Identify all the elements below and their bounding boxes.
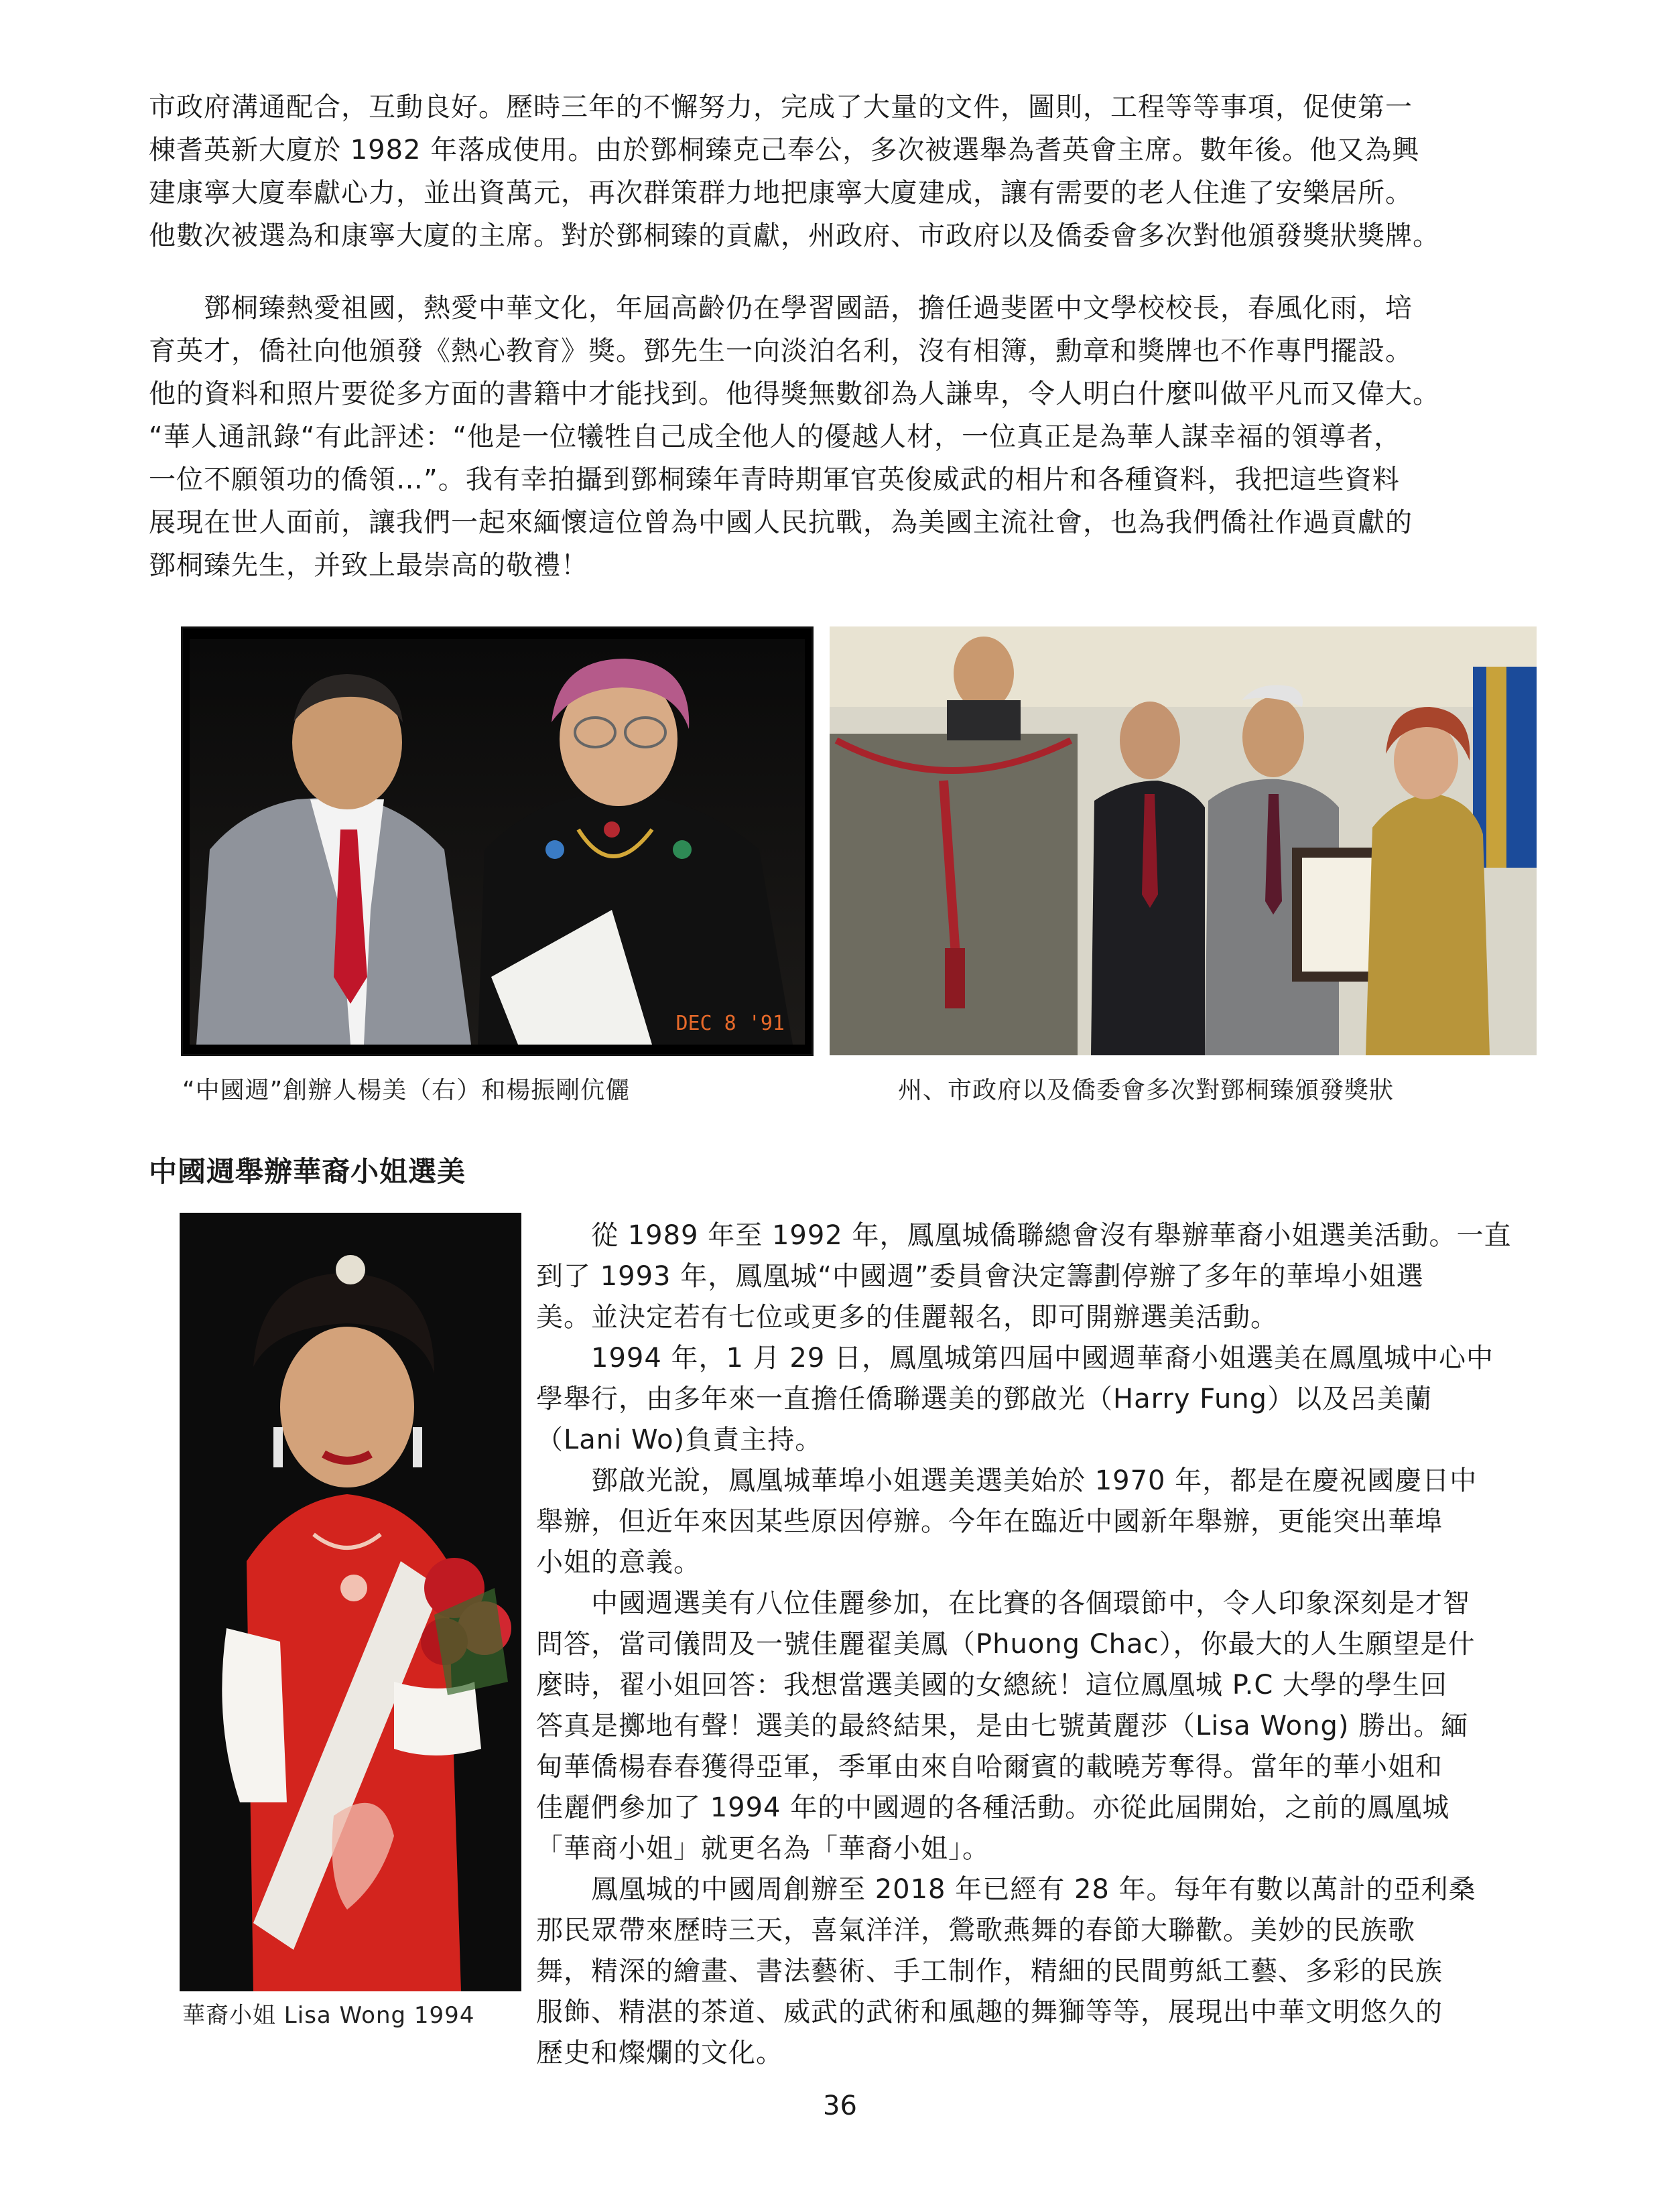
page-number: 36 xyxy=(823,2090,857,2121)
photo-miss-chinese-image xyxy=(180,1213,521,1991)
text-line: 那民眾帶來歷時三天，喜氣洋洋，鶯歌燕舞的春節大聯歡。美妙的民族歌 xyxy=(536,1915,1415,1946)
photo-award-ceremony-caption: 州、市政府以及僑委會多次對鄧桐臻頒發獎狀 xyxy=(898,1077,1395,1104)
text-line: 從 1989 年至 1992 年，鳳凰城僑聯總會沒有舉辦華裔小姐選美活動。一直 xyxy=(536,1220,1512,1251)
text-line: 美。並決定若有七位或更多的佳麗報名，即可開辦選美活動。 xyxy=(536,1302,1278,1333)
text-line: 鄧桐臻先生，并致上最崇高的敬禮！ xyxy=(149,550,588,581)
photo-award-ceremony xyxy=(830,626,1537,1055)
text-line: 小姐的意義。 xyxy=(536,1547,701,1578)
text-line: 展現在世人面前，讓我們一起來緬懷這位曾為中國人民抗戰，為美國主流社會，也為我們僑社作過貢獻的 xyxy=(149,507,1413,538)
text-line: 麼時，翟小姐回答：我想當選美國的女總統！這位鳳凰城 P.C 大學的學生回 xyxy=(536,1670,1447,1701)
text-line: 鄧桐臻熱愛祖國，熱愛中華文化，年屆高齡仍在學習國語，擔任過斐匿中文學校校長，春風化雨，培 xyxy=(149,293,1413,324)
text-line: 鄧啟光說，鳳凰城華埠小姐選美選美始於 1970 年，都是在慶祝國慶日中 xyxy=(536,1465,1478,1496)
text-line: 佳麗們參加了 1994 年的中國週的各種活動。亦從此屆開始，之前的鳳凰城 xyxy=(536,1792,1450,1823)
photo-founders-caption: “中國週”創辦人楊美（右）和楊振剛伉儷 xyxy=(182,1077,631,1104)
text-line: 市政府溝通配合，互動良好。歷時三年的不懈努力，完成了大量的文件，圖則，工程等等事項，促使第一 xyxy=(149,92,1413,123)
text-line: （Lani Wo)負責主持。 xyxy=(536,1424,823,1455)
photo-founders-image xyxy=(183,628,812,1054)
text-line: 舉辦，但近年來因某些原因停辦。今年在臨近中國新年舉辦，更能突出華埠 xyxy=(536,1506,1443,1537)
text-line: 「華商小姐」就更名為「華裔小姐」。 xyxy=(536,1833,990,1864)
text-line: 中國週選美有八位佳麗參加，在比賽的各個環節中，令人印象深刻是才智 xyxy=(536,1588,1470,1619)
text-line: 一位不願領功的僑領…”。我有幸拍攝到鄧桐臻年青時期軍官英俊威武的相片和各種資料，我把這些資料 xyxy=(149,464,1400,495)
text-line: 建康寧大廈奉獻心力，並出資萬元，再次群策群力地把康寧大廈建成，讓有需要的老人住進了安樂居所。 xyxy=(149,178,1413,208)
text-line: 1994 年，1 月 29 日，鳳凰城第四屆中國週華裔小姐選美在鳳凰城中心中 xyxy=(536,1343,1494,1374)
intro-paragraph-2 xyxy=(149,287,1563,587)
pageant-article-body xyxy=(536,1215,1568,2074)
text-line: 甸華僑楊春春獲得亞軍，季軍由來自哈爾賓的載曉芳奪得。當年的華小姐和 xyxy=(536,1751,1443,1782)
photo-founders xyxy=(181,626,814,1056)
text-line: 鳳凰城的中國周創辦至 2018 年已經有 28 年。每年有數以萬計的亞利桑 xyxy=(536,1874,1476,1905)
text-line: “華人通訊錄“有此評述：“他是一位犧牲自己成全他人的優越人材，一位真正是為華人謀幸福的領導者， xyxy=(149,421,1402,452)
text-line: 問答，當司儀問及一號佳麗翟美鳳（Phuong Chac），你最大的人生願望是什 xyxy=(536,1629,1476,1660)
text-line: 育英才，僑社向他頒發《熱心教育》獎。鄧先生一向淡泊名利，沒有相簿，勳章和獎牌也不作專門擺設。 xyxy=(149,336,1413,367)
text-line: 棟耆英新大廈於 1982 年落成使用。由於鄧桐臻克己奉公，多次被選舉為耆英會主席。數年後。他又為興 xyxy=(149,135,1420,165)
text-line: 舞，精深的繪畫、書法藝術、手工制作，精細的民間剪紙工藝、多彩的民族 xyxy=(536,1956,1443,1987)
text-line: 答真是擲地有聲！選美的最終結果，是由七號黃麗莎（Lisa Wong) 勝出。緬 xyxy=(536,1711,1469,1741)
text-line: 歷史和燦爛的文化。 xyxy=(536,2038,783,2068)
photo-award-ceremony-image xyxy=(830,626,1537,1055)
section-heading: 中國週舉辦華裔小姐選美 xyxy=(149,1155,466,1188)
date-stamp: DEC 8 '91 xyxy=(675,1012,785,1035)
text-line: 到了 1993 年，鳳凰城“中國週”委員會決定籌劃停辦了多年的華埠小姐選 xyxy=(536,1261,1424,1292)
text-line: 他的資料和照片要從多方面的書籍中才能找到。他得獎無數卻為人謙卑，令人明白什麼叫做平凡而又偉大。 xyxy=(149,379,1440,409)
intro-paragraph-1 xyxy=(149,86,1563,257)
photo-miss-chinese-portrait xyxy=(180,1213,521,1991)
text-line: 學舉行，由多年來一直擔任僑聯選美的鄧啟光（Harry Fung）以及呂美蘭 xyxy=(536,1384,1433,1414)
text-line: 服飾、精湛的茶道、威武的武術和風趣的舞獅等等，展現出中華文明悠久的 xyxy=(536,1997,1443,2028)
text-line: 他數次被選為和康寧大廈的主席。對於鄧桐臻的貢獻，州政府、市政府以及僑委會多次對他頒發獎狀獎牌。 xyxy=(149,220,1440,251)
portrait-caption: 華裔小姐 Lisa Wong 1994 xyxy=(182,2002,475,2029)
